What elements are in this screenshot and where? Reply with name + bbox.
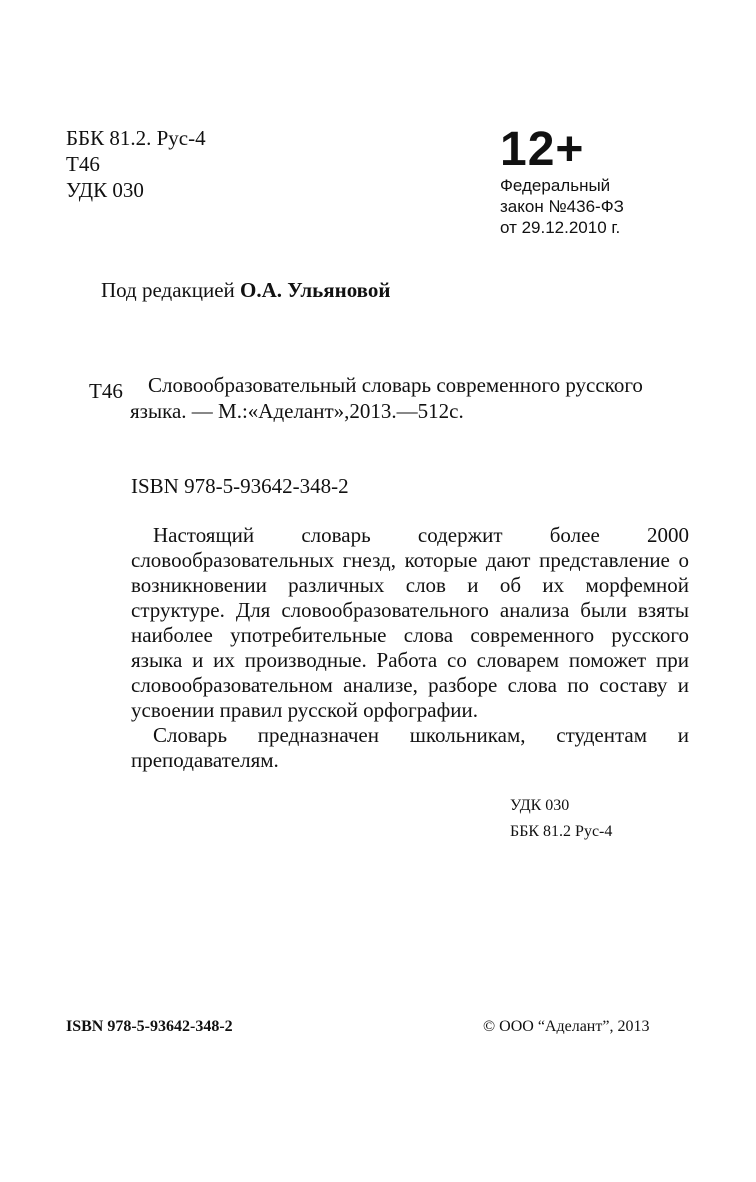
annotation (131, 523, 689, 773)
age-rating: 12+ (500, 123, 585, 176)
bbk-code: ББК 81.2 Рус-4 (510, 823, 613, 840)
law-line-3: от 29.12.2010 г. (500, 218, 621, 237)
bottom-classification-codes (510, 793, 612, 845)
annotation-paragraph: Словарь предназначен школьникам, студентам и преподавателям. (131, 723, 689, 772)
footer-isbn: ISBN 978-5-93642-348-2 (66, 1018, 233, 1035)
udk-code: УДК 030 (510, 797, 570, 814)
law-line-2: закон №436-ФЗ (500, 197, 624, 216)
bibliographic-description (130, 372, 643, 424)
editor-name: О.А. Ульяновой (240, 278, 391, 302)
law-line-1: Федеральный (500, 176, 611, 195)
copyright-notice: © ООО “Аделант”, 2013 (483, 1018, 650, 1035)
editor-line (101, 277, 390, 303)
author-mark: Т46 (66, 152, 100, 176)
classification-codes (66, 125, 206, 203)
isbn-line: ISBN 978-5-93642-348-2 (131, 474, 349, 498)
annotation-paragraph: Настоящий словарь содержит более 2000 словообразовательных гнезд, которые дают представление о возникновении различных слов и об их морфемной структуре. Для словообразовательного анализа были взяты наиболее употребительные слова современного русского языка и их производные. Работа со словарем поможет при словообразовательном анализе, разборе слова по составу и усвоении правил русской орфографии. (131, 523, 689, 722)
udk-code: УДК 030 (66, 178, 144, 202)
age-rating-block (500, 123, 624, 237)
bbk-code: ББК 81.2. Рус-4 (66, 126, 206, 150)
biblio-author-mark: Т46 (89, 379, 123, 403)
biblio-line-1: Словообразовательный словарь современного русского (148, 373, 643, 397)
biblio-line-2: языка. — М.:«Аделант»,2013.—512с. (130, 399, 464, 423)
editor-prefix: Под редакцией (101, 278, 241, 302)
